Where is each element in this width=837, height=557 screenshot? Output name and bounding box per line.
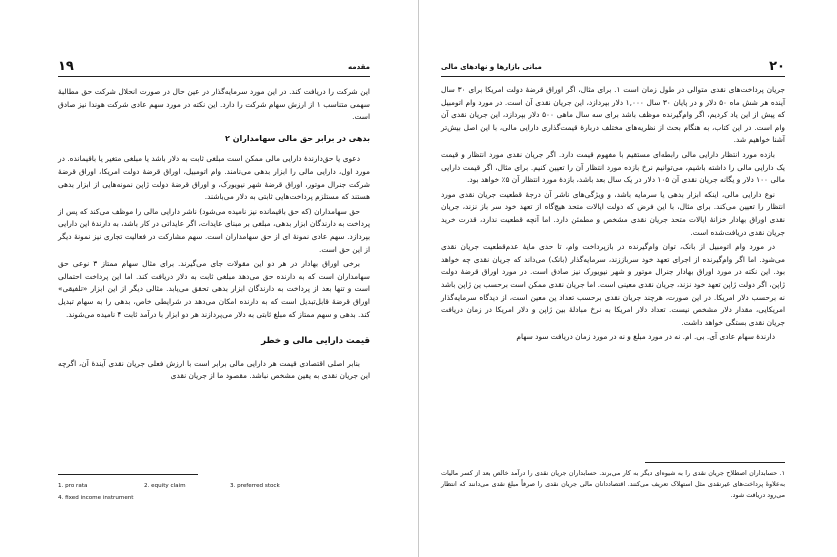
header-rule: [58, 76, 370, 77]
paragraph: جریان پرداخت‌های نقدی متوالی در طول زمان است ۱. برای مثال، اگر اوراق قرضهٔ دولت امریکا برای ۳۰ سال آینده هر شش ماه ۵۰ دلار و در پایان ۳۰ سال ۱,۰۰۰ دلار بپردازد، این جریان نقدی آن است. در مورد وام اتومبیل که پیش از این یاد کردیم، اگر وام‌گیرنده موظف باشد برای سه سال ماهی ۵۰۰ دلار بپردازد، این جریان نقدی آن وام است. در این کتاب، به هنگام بحث از نظریه‌های مختلف دربارهٔ قیمت‌گذاری دارایی مالی، با این اصل بیش‌تر آشنا خواهیم شد.: [441, 85, 786, 145]
footnote-item: [144, 480, 230, 492]
paragraph: نوع دارایی مالی، اینکه ابزار بدهی یا سرمایه باشد، و ویژگی‌های ناشر آن درجهٔ قطعیت جریان نقدی مورد انتظار را تعیین می‌کند. برای مثال، با این فرض که دولت ایالات متحد هیچ‌گاه از تعهد خود سر باز نزند، جریان نقدی اوراق بهادار خزانهٔ ایالات متحد جریان نقدی مشخص و مطمئن دارد. اما آنچه قطعیت ندارد، قدرت خرید جریان نقدی دریافت‌شده است.: [441, 189, 785, 237]
paragraph: بازده مورد انتظار دارایی مالی رابطه‌ای مستقیم با مفهوم قیمت دارد. اگر جریان نقدی مورد انتظار و قیمت یک دارایی مالی را داشته باشیم، می‌توانیم نرخ بازده مورد انتظار آن را تعیین کنیم. برای مثال، اگر قیمت دارایی مالی ۱۰۰ دلار و یگانه جریان نقدی آن ۱۰۵ دلار در یک سال بعد باشد، بازدهٔ مورد انتظار آن ۵٪ خواهد بود.: [441, 149, 785, 185]
paragraph: در مورد وام اتومبیل از بانک، توان وام‌گیرنده در بازپرداخت وام، تا حدی مایهٔ عدم‌قطعیت جریان نقدی می‌شود. اما اگر وام‌گیرنده از اجرای تعهد خود سرباززند، سرمایه‌گذار (بانک) می‌داند که جریان نقدی چه خواهد بود. این نکته در مورد اوراق بهادار جنرال موتور و شهر نیویورک نیز صادق است. در مورد اوراق قرضهٔ دولت ژاپن، اگر دولت ژاپن تعهد خود نزند، جریان نقدی معینی است. اما جریان نقدی ممکن است برحسب ین ژاپن باشد نه برحسب دلار امریکا. در این صورت، هرچند جریان نقدی برحسب تعداد ین معین است، از دیدگاه سرمایه‌گذار امریکایی، مقدار دلار مشخص نیست. تعداد دلار امریکا به نرخ مبادلهٔ بین ژاپن و دلار امریکا در زمان دریافت جریان نقدی بستگی خواهد داشت.: [440, 242, 785, 327]
footnote-row: [58, 480, 358, 492]
footnote-text: ۱. حسابداران اصطلاح جریان نقدی را به شیوه‌ای دیگر به کار می‌برند. حسابداران جریان نقدی را درآمد خالص بعد از کسر مالیات به‌علاوهٔ پرداخت‌های غیرنقدی مثل استهلاک تعریف می‌کنند. اقتصاددانان مالی جریان نقدی را صرفاً مبلغ نقدی می‌دانند که انتظار می‌رود دریافت شود.: [441, 469, 785, 499]
paragraph: حق سهامداران (که حق باقیمانده نیز نامیده می‌شود) ناشر دارایی مالی را موظف می‌کند که پس از پرداخت به دارندگان ابزار بدهی، مبلغی بر مبنای عایدات، اگر عایداتی در کار باشد، به دارندهٔ این دارایی بپردازد. سهم عادی نمونهٔ ای از حق سهامداران است. سهم مشارکت در فعالیت تجاری نیز نمونهٔ دیگر از این حق است.: [58, 206, 370, 254]
footnote-rule: [645, 462, 785, 463]
footnote-number: 3.: [230, 483, 236, 489]
paragraph: برخی اوراق بهادار در هر دو این مقولات جای می‌گیرند. برای مثال سهام ممتاز ۳ نوعی حق سهامداران است که به دارنده حق می‌دهد مبلغی ثابت به دلار دریافت کند. اما این پرداخت احتمالی است و تنها بعد از پرداخت به دارندگان ابزار بدهی تحقق می‌یابد. مثالی دیگر از این ابزار «تلفیقی» اوراق قرضهٔ قابل‌تبدیل است که به دارنده امکان می‌دهد در شرایطی خاص، بدهی را به سهام تبدیل کند. بدهی و سهم ممتاز که مبلغ ثابتی به دلار می‌پردازند هر دو ابزار با درآمد ثابت ۴ نامیده می‌شوند.: [58, 259, 370, 319]
footnote-text: preferred stock: [237, 483, 280, 489]
left-page-body: [58, 86, 370, 385]
section-heading: بدهی در برابر حق مالی سهامداران ۲: [225, 133, 370, 143]
paragraph: دارندهٔ سهام عادی آی. بی. ام. نه در مورد مبلغ و نه در مورد زمان دریافت سود سهام: [516, 332, 775, 342]
page-number: ۱۹: [58, 59, 74, 74]
footnote-number: 1.: [58, 483, 64, 489]
left-page-header: [58, 59, 370, 77]
footnote-item: [58, 480, 144, 492]
right-page-body: [441, 84, 785, 346]
footnote-text: equity claim: [151, 483, 186, 489]
footnote-item: [230, 480, 316, 492]
right-page: [419, 0, 837, 557]
footnote-rule: [58, 474, 198, 475]
footnote-number: 2.: [144, 483, 150, 489]
right-page-header: [441, 59, 785, 77]
footnote-text: fixed income instrument: [65, 495, 134, 501]
footnotes: [58, 480, 358, 504]
paragraph: بنابر اصلی اقتصادی قیمت هر دارایی مالی برابر است با ارزش فعلی جریان نقدی آیندهٔ آن، اگرچه این جریان نقدی به یقین مشخص نباشد. مقصود ما از جریان نقدی: [58, 358, 370, 381]
footnote-item: [58, 492, 258, 504]
paragraph: این شرکت را دریافت کند. در این مورد سرمایه‌گذار در عین حال در صورت انحلال شرکت حق مطالبهٔ سهمی متناسب ۱ از ارزش سهام شرکت را دارد. این نکته در مورد سهم عادی شرکت هوندا نیز صادق است.: [58, 87, 371, 122]
left-page: [0, 0, 418, 557]
running-title: مقدمه: [348, 63, 370, 71]
footnote-row: [58, 492, 358, 504]
page-number: ۲۰: [769, 59, 785, 74]
header-rule: [441, 76, 785, 77]
running-title: مبانی بازارها و نهادهای مالی: [441, 63, 542, 71]
paragraph: دعوی یا حق‌دارندهٔ دارایی مالی ممکن است مبلغی ثابت به دلار باشد یا مبلغی متغیر یا باقیمانده. در مورد اول، دارایی مالی را ابزار بدهی می‌نامند. وام اتومبیل، اوراق قرضهٔ دولت امریکا، اوراق قرضهٔ شرکت جنرال موتور، اوراق قرضهٔ شهر نیویورک، و اوراق قرضهٔ دولت ژاپن نمونه‌هایی از ابزار بدهی هستند که مستلزم پرداخت‌هایی ثابتی به دلار می‌باشند.: [58, 154, 370, 202]
footnote-number: 4.: [58, 495, 64, 501]
footnote-text: pro rata: [65, 483, 88, 489]
section-heading: قیمت دارایی مالی و خطر: [261, 336, 370, 347]
